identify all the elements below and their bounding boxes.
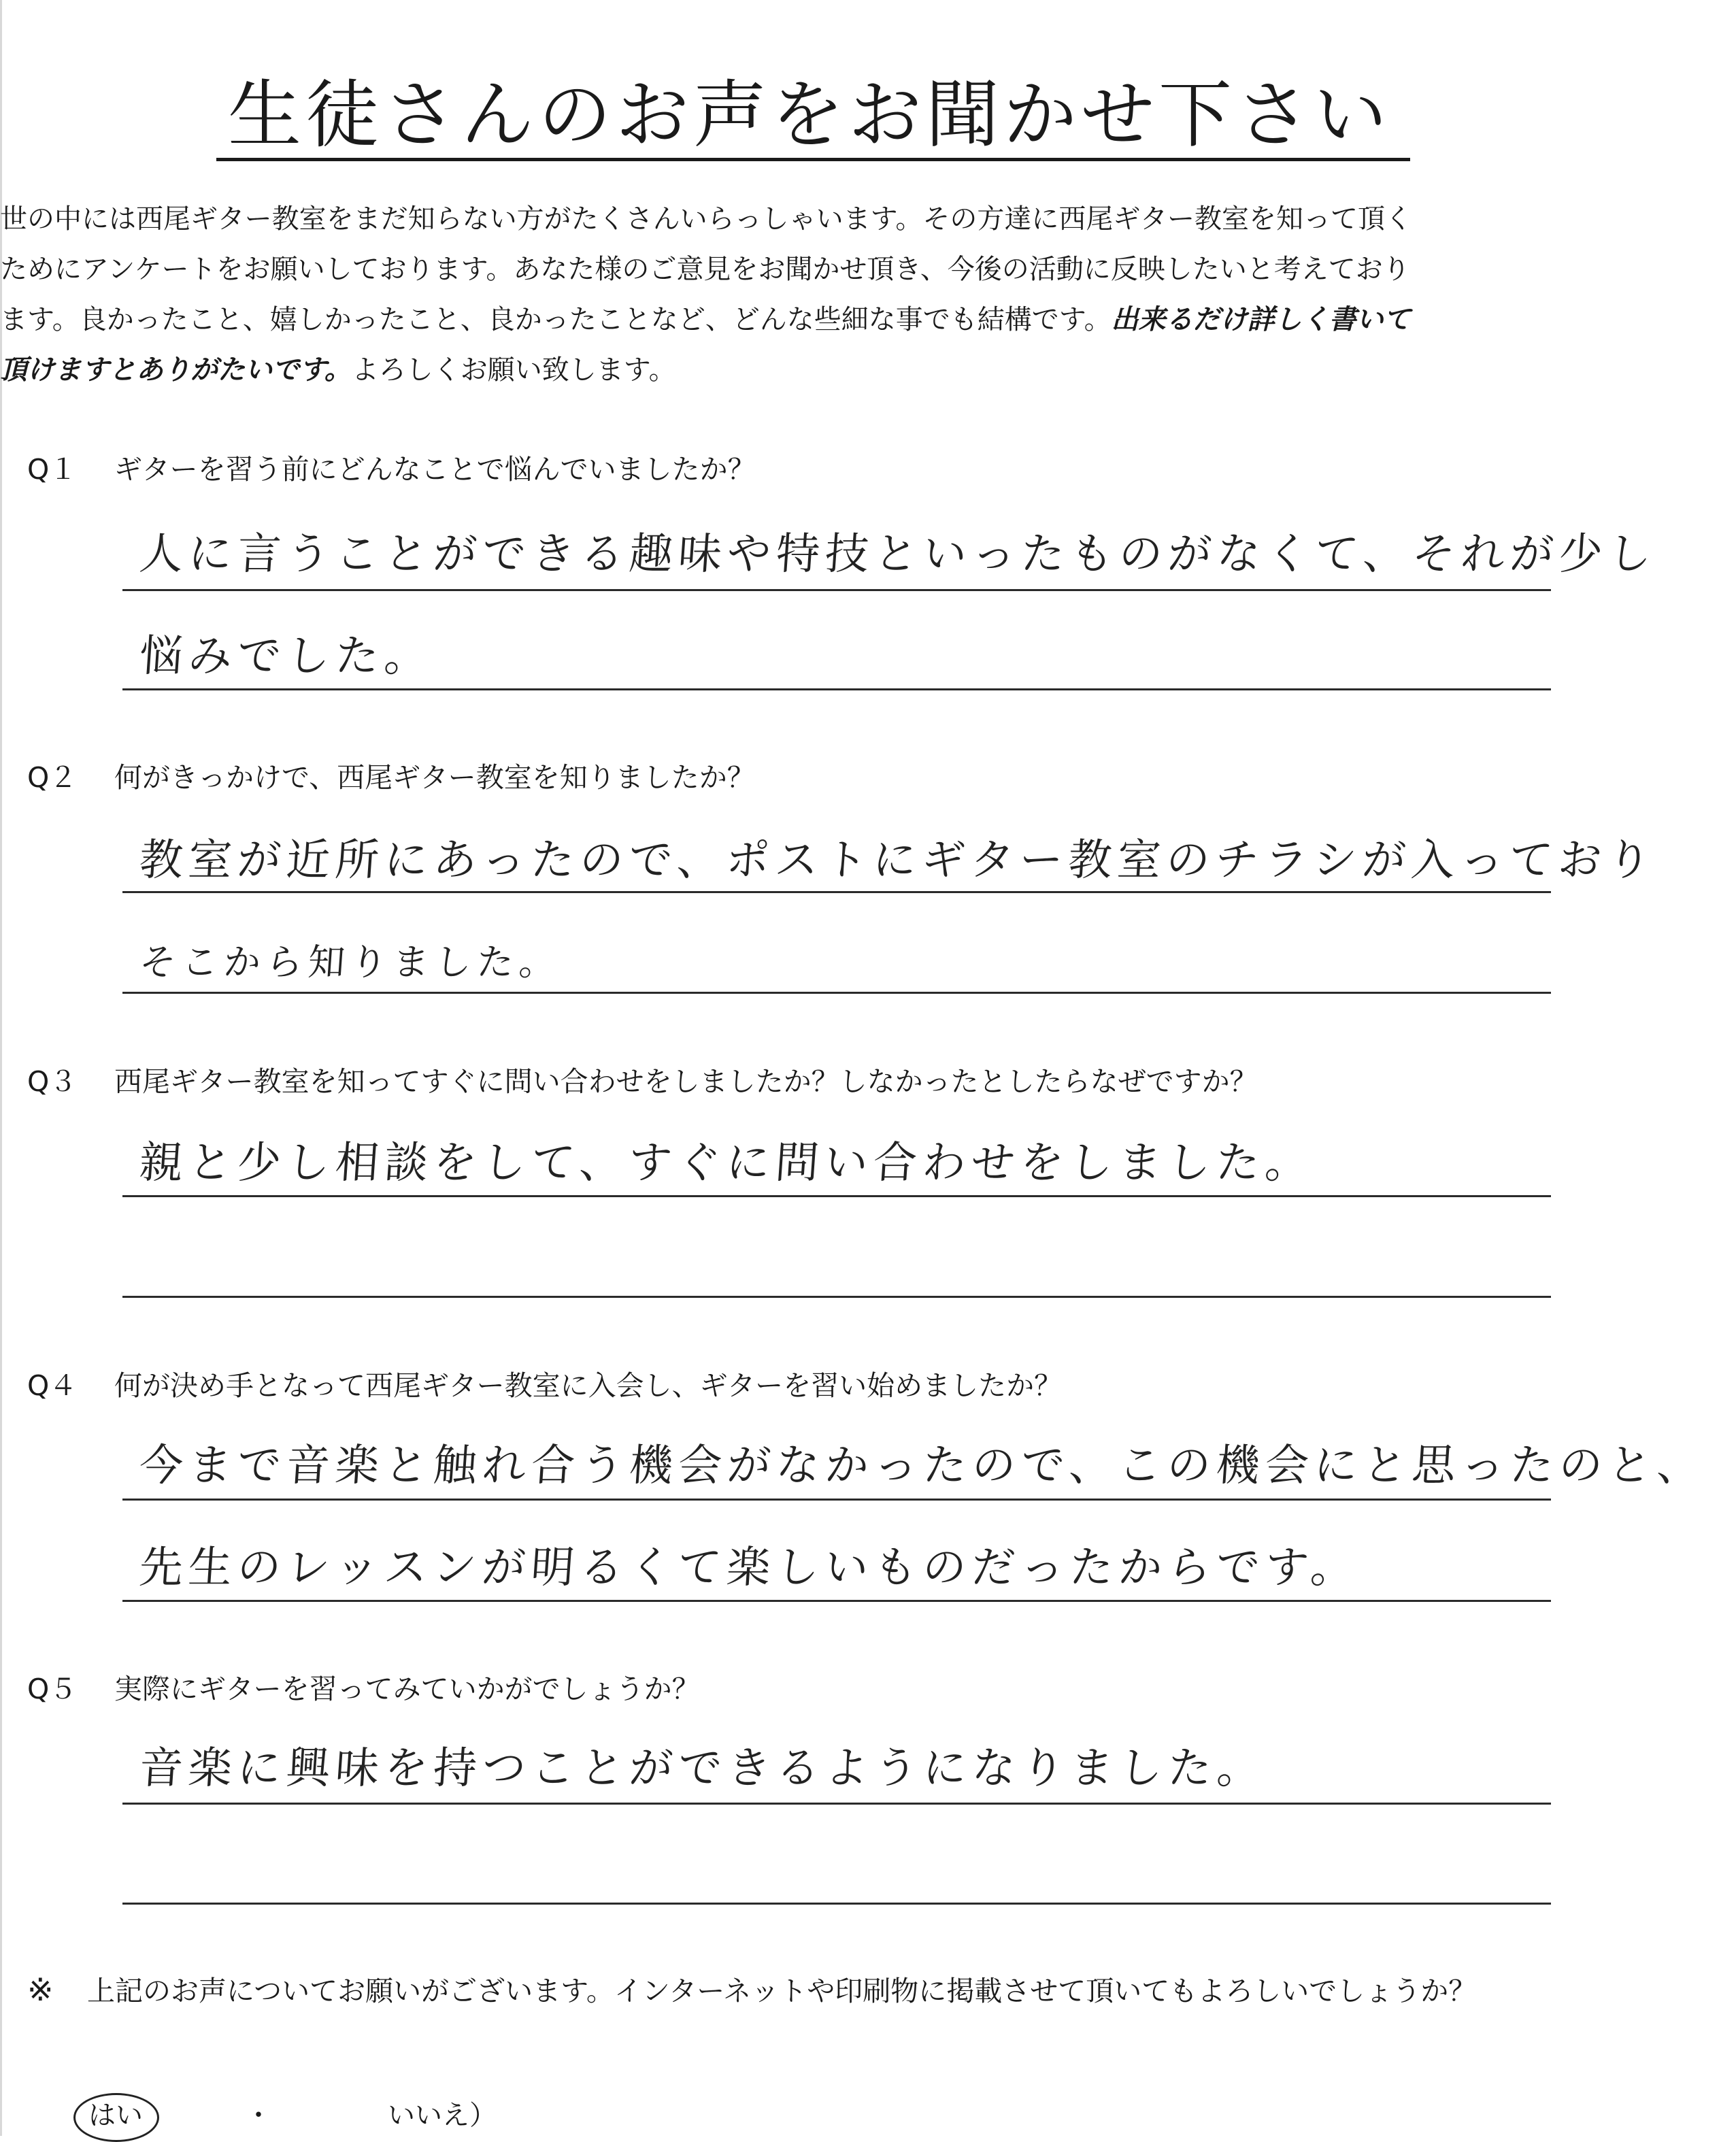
answer-1-rule-1 <box>122 589 1551 591</box>
answer-3-rule-2 <box>122 1296 1551 1298</box>
question-5-label <box>27 1672 912 1706</box>
question-3-label <box>27 1065 1258 1099</box>
question-4-label <box>27 1369 1063 1403</box>
intro-line-4-emphasis: 頂けますとありがたいです。 <box>0 354 352 386</box>
question-5-text: 実際にギターを習ってみていかがでしょうか？ <box>114 1673 700 1705</box>
answer-2-line-2: そこから知りました。 <box>137 941 563 984</box>
answer-4-line-1: 今まで音楽と触れ合う機会がなかったので、この機会にと思ったのと、 <box>137 1441 1708 1491</box>
intro-paragraph <box>0 194 1646 395</box>
answer-1-line-2: 悩みでした。 <box>137 631 435 682</box>
question-2-label <box>27 760 912 794</box>
question-2-number: Q２ <box>27 761 78 794</box>
publication-consent-note <box>27 1973 1476 2008</box>
answer-2-line-1: 教室が近所にあったので、ポストにギター教室のチラシが入っており <box>137 835 1658 886</box>
question-1-number: Q１ <box>27 453 78 486</box>
question-3-text: 西尾ギター教室を知ってすぐに問い合わせをしましたか？しなかったとしたらなぜですか？ <box>114 1065 1258 1098</box>
question-5-number: Q５ <box>27 1673 78 1705</box>
question-2-text: 何がきっかけで、西尾ギター教室を知りましたか？ <box>114 761 755 794</box>
answer-4-rule-2 <box>122 1600 1551 1602</box>
page-title: 生徒さんのお声をお聞かせ下さい <box>227 73 1391 158</box>
intro-line-1: 世の中には西尾ギター教室をまだ知らない方がたくさんいらっしゃいます。その方達に西尾ギター教室を知って頂く <box>0 203 1412 235</box>
question-4-text: 何が決め手となって西尾ギター教室に入会し、ギターを習い始めましたか？ <box>114 1369 1063 1402</box>
answer-5-line-1: 音楽に興味を持つことができるようになりました。 <box>137 1743 1268 1794</box>
answer-2-rule-2 <box>122 992 1551 994</box>
consent-yes-option[interactable]: はい <box>82 2098 150 2132</box>
answer-5-rule-2 <box>122 1903 1551 1905</box>
answer-4-rule-1 <box>122 1499 1551 1501</box>
intro-line-2: ためにアンケートをお願いしております。あなた様のご意見をお聞かせ頂き、今後の活動に反映したいと考えており <box>0 254 1410 285</box>
answer-1-line-1: 人に言うことができる趣味や特技といったものがなくて、それが少し <box>137 529 1659 580</box>
answer-4-line-2: 先生のレッスンが明るくて楽しいものだったからです。 <box>137 1543 1362 1593</box>
note-text: 上記のお声についてお願いがございます。インターネットや印刷物に掲載させて頂いてもよろしいでしょうか？ <box>87 1975 1477 2007</box>
intro-line-4-plain: よろしくお願い致します。 <box>351 354 676 386</box>
note-mark: ※ <box>27 1971 54 2008</box>
question-3-number: Q３ <box>27 1065 78 1098</box>
answer-1-rule-2 <box>122 688 1551 690</box>
title-underline <box>216 158 1410 161</box>
intro-line-3-plain: ます。良かったこと、嬉しかったこと、良かったことなど、どんな些細な事でも結構です。 <box>0 304 1112 335</box>
answer-3-rule-1 <box>122 1195 1551 1197</box>
answer-2-rule-1 <box>122 891 1551 893</box>
answer-5-rule-1 <box>122 1803 1551 1805</box>
consent-separator: ・ <box>245 2100 272 2131</box>
consent-choices <box>82 2098 497 2132</box>
question-4-number: Q４ <box>27 1369 78 1402</box>
question-1-text: ギターを習う前にどんなことで悩んでいましたか？ <box>114 453 756 486</box>
intro-line-3-emphasis: 出来るだけ詳しく書いて <box>1111 304 1411 335</box>
question-1-label <box>27 452 912 486</box>
answer-3-line-1: 親と少し相談をして、すぐに問い合わせをしました。 <box>137 1138 1316 1188</box>
consent-no-option[interactable]: いいえ） <box>388 2100 497 2131</box>
